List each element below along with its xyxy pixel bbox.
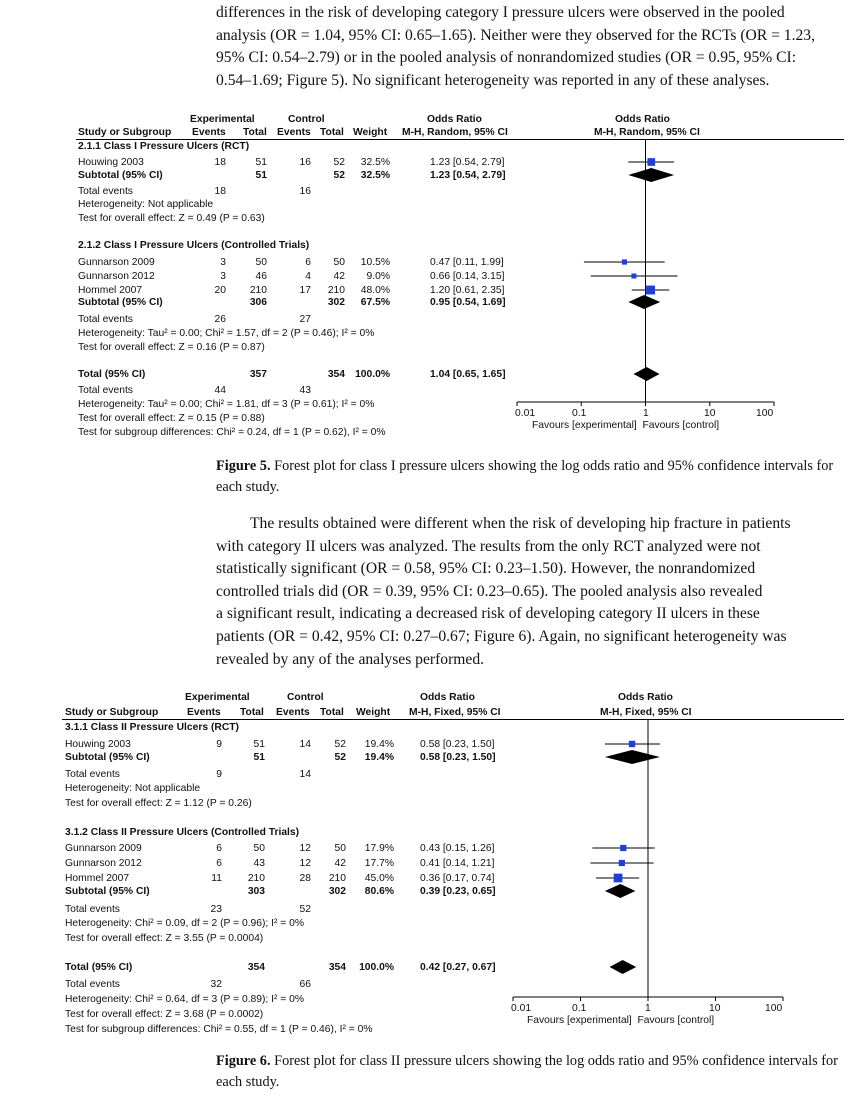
ctl-events: 17 [299, 285, 311, 296]
events-exp: 23 [210, 904, 222, 915]
ctl-total: 50 [333, 257, 345, 268]
axis-tick-label: 10 [704, 408, 716, 419]
study-name: Hommel 2007 [65, 873, 130, 884]
events-exp: 18 [214, 186, 226, 197]
results-line: revealed by any of the analyses performed. [216, 650, 485, 668]
study-marker [629, 741, 635, 747]
study-marker [620, 845, 626, 851]
ctl-total: 52 [334, 739, 346, 750]
odds-ratio: 0.47 [0.11, 1.99] [430, 257, 504, 268]
subtotal-weight: 67.5% [360, 297, 390, 308]
header-total: Total [240, 707, 264, 718]
weight: 10.5% [360, 257, 390, 268]
events-label: Total events [65, 769, 120, 780]
exp-total: 210 [247, 873, 265, 884]
axis-tick-label: 0.1 [572, 408, 587, 419]
caption-label: Figure 6. [216, 1053, 271, 1069]
caption-text: Forest plot for class II pressure ulcers showing the log odds ratio and 95% confidence intervals for each study. [216, 1053, 838, 1090]
axis-tick-label: 0.1 [572, 1003, 587, 1014]
subtotal-label: Subtotal (95% CI) [78, 170, 163, 181]
weight: 17.9% [364, 843, 394, 854]
axis-tick-label: 100 [765, 1003, 783, 1014]
subtotal-exp-total: 306 [249, 297, 267, 308]
subtotal-exp-total: 51 [253, 752, 265, 763]
events-ctl: 43 [299, 385, 311, 396]
study-marker [619, 860, 625, 866]
subgroup-differences-text: Test for subgroup differences: Chi² = 0.24, df = 1 (P = 0.62), I² = 0% [78, 427, 386, 438]
subtotal-label: Subtotal (95% CI) [78, 297, 163, 308]
ctl-events: 12 [299, 858, 311, 869]
axis-tick-label: 0.01 [511, 1003, 532, 1014]
ctl-events: 12 [299, 843, 311, 854]
subtotal-weight: 32.5% [360, 170, 390, 181]
weight: 19.4% [364, 739, 394, 750]
weight: 45.0% [364, 873, 394, 884]
header-method: M-H, Random, 95% CI [402, 127, 508, 138]
events-exp: 44 [214, 385, 226, 396]
header-method: M-H, Fixed, 95% CI [409, 707, 501, 718]
header-odds-ratio-plot: Odds Ratio [615, 114, 670, 125]
heterogeneity-text: Heterogeneity: Chi² = 0.64, df = 3 (P = 0.89); I² = 0% [65, 994, 305, 1005]
total-ctl-total: 354 [327, 369, 345, 380]
exp-events: 3 [220, 257, 226, 268]
subtotal-label: Subtotal (95% CI) [65, 752, 150, 763]
events-label: Total events [78, 186, 133, 197]
events-ctl: 27 [299, 314, 311, 325]
results-line: statistically significant (OR = 0.58, 95% CI: 0.23–1.50). However, the nonrandomized [216, 560, 756, 578]
total-label: Total (95% CI) [78, 369, 146, 380]
intro-line: differences in the risk of developing category I pressure ulcers were observed in the pooled [216, 4, 785, 21]
header-method-plot: M-H, Random, 95% CI [594, 127, 700, 138]
odds-ratio: 0.58 [0.23, 1.50] [420, 739, 495, 750]
study-name: Gunnarson 2012 [65, 858, 142, 869]
caption-text: Forest plot for class I pressure ulcers showing the log odds ratio and 95% confidence intervals for each study. [216, 458, 834, 495]
ctl-total: 42 [333, 271, 345, 282]
intro-line: analysis (OR = 1.04, 95% CI: 0.65–1.65). Neither were they observed for the RCTs (OR = 1.23, [216, 26, 815, 44]
ctl-total: 52 [333, 157, 345, 168]
ctl-events: 6 [305, 257, 311, 268]
favours-label: Favours [experimental] Favours [control] [532, 420, 720, 431]
axis-tick-label: 10 [709, 1003, 721, 1014]
overall-effect-text: Test for overall effect: Z = 1.12 (P = 0.26) [65, 798, 252, 809]
total-weight: 100.0% [359, 962, 394, 973]
subtotal-weight: 19.4% [364, 752, 394, 763]
exp-total: 50 [255, 257, 267, 268]
axis-tick-label: 1 [643, 408, 649, 419]
subgroup-title: 2.1.1 Class I Pressure Ulcers (RCT) [78, 141, 250, 152]
header-odds-ratio: Odds Ratio [427, 114, 482, 125]
odds-ratio: 1.23 [0.54, 2.79] [430, 157, 505, 168]
header-study: Study or Subgroup [78, 127, 172, 138]
pooled-diamond [610, 960, 637, 974]
header-control: Control [288, 114, 325, 125]
overall-effect-text: Test for overall effect: Z = 0.15 (P = 0.88) [78, 413, 265, 424]
subgroup-title: 2.1.2 Class I Pressure Ulcers (Controlled Trials) [78, 240, 310, 251]
overall-effect-text: Test for overall effect: Z = 0.16 (P = 0.87) [78, 342, 265, 353]
header-events-control: Events [277, 127, 311, 138]
heterogeneity-text: Heterogeneity: Chi² = 0.09, df = 2 (P = 0.96); I² = 0% [65, 918, 305, 929]
events-ctl: 66 [299, 979, 311, 990]
header-events: Events [192, 127, 226, 138]
header-odds-ratio: Odds Ratio [420, 692, 475, 703]
results-line: patients (OR = 0.42, 95% CI: 0.27–0.67; Figure 6). Again, no significant heterogeneity was [216, 627, 787, 645]
exp-events: 9 [216, 739, 222, 750]
overall-effect-text: Test for overall effect: Z = 0.49 (P = 0.63) [78, 213, 265, 224]
subtotal-exp-total: 303 [247, 886, 265, 897]
header-method-plot: M-H, Fixed, 95% CI [600, 707, 692, 718]
heterogeneity-text: Heterogeneity: Not applicable [65, 783, 201, 794]
odds-ratio: 1.20 [0.61, 2.35] [430, 285, 505, 296]
results-line: a significant result, indicating a decreased risk of developing category II ulcers in these [216, 605, 760, 623]
header-weight: Weight [353, 127, 388, 138]
exp-events: 20 [214, 285, 226, 296]
subtotal-label: Subtotal (95% CI) [65, 886, 150, 897]
events-exp: 32 [210, 979, 222, 990]
header-events: Events [187, 707, 221, 718]
total-exp-total: 357 [249, 369, 267, 380]
odds-ratio: 0.66 [0.14, 3.15] [430, 271, 505, 282]
header-weight: Weight [356, 707, 391, 718]
odds-ratio: 0.36 [0.17, 0.74] [420, 873, 495, 884]
subtotal-ctl-total: 52 [334, 752, 346, 763]
heterogeneity-text: Heterogeneity: Tau² = 0.00; Chi² = 1.81, df = 3 (P = 0.61); I² = 0% [78, 399, 375, 410]
exp-total: 210 [249, 285, 267, 296]
subtotal-ctl-total: 302 [327, 297, 345, 308]
study-name: Houwing 2003 [65, 739, 131, 750]
ctl-events: 28 [299, 873, 311, 884]
total-or: 1.04 [0.65, 1.65] [430, 369, 506, 380]
total-label: Total (95% CI) [65, 962, 133, 973]
subtotal-ctl-total: 52 [333, 170, 345, 181]
heterogeneity-text: Heterogeneity: Not applicable [78, 199, 214, 210]
exp-events: 3 [220, 271, 226, 282]
weight: 17.7% [364, 858, 394, 869]
events-exp: 26 [214, 314, 226, 325]
pooled-diamond [605, 750, 660, 764]
subtotal-or: 1.23 [0.54, 2.79] [430, 170, 506, 181]
results-line: The results obtained were different when the risk of developing hip fracture in patients [250, 515, 791, 532]
subtotal-or: 0.95 [0.54, 1.69] [430, 297, 506, 308]
subtotal-exp-total: 51 [255, 170, 267, 181]
exp-total: 51 [255, 157, 267, 168]
total-weight: 100.0% [355, 369, 390, 380]
heterogeneity-text: Heterogeneity: Tau² = 0.00; Chi² = 1.57, df = 2 (P = 0.46); I² = 0% [78, 328, 375, 339]
ctl-total: 42 [334, 858, 346, 869]
header-total: Total [243, 127, 267, 138]
header-control: Control [287, 692, 324, 703]
axis-tick-label: 1 [645, 1003, 651, 1014]
header-experimental: Experimental [185, 692, 250, 703]
ctl-total: 210 [328, 873, 346, 884]
subgroup-title: 3.1.1 Class II Pressure Ulcers (RCT) [65, 722, 239, 733]
subgroup-title: 3.1.2 Class II Pressure Ulcers (Controlled Trials) [65, 827, 300, 838]
exp-total: 51 [253, 739, 265, 750]
events-ctl: 14 [299, 769, 311, 780]
weight: 32.5% [360, 157, 390, 168]
study-marker [614, 874, 623, 883]
exp-events: 6 [216, 843, 222, 854]
figure-6-caption [216, 1051, 846, 1093]
caption-label: Figure 5. [216, 458, 271, 474]
axis-tick-label: 100 [756, 408, 774, 419]
total-ctl-total: 354 [328, 962, 346, 973]
subgroup-differences-text: Test for subgroup differences: Chi² = 0.55, df = 1 (P = 0.46), I² = 0% [65, 1024, 373, 1035]
overall-effect-text: Test for overall effect: Z = 3.68 (P = 0.0002) [65, 1009, 264, 1020]
header-experimental: Experimental [190, 114, 255, 125]
subtotal-or: 0.58 [0.23, 1.50] [420, 752, 496, 763]
odds-ratio: 0.43 [0.15, 1.26] [420, 843, 495, 854]
favours-label: Favours [experimental] Favours [control] [527, 1015, 715, 1026]
axis-tick-label: 0.01 [515, 408, 536, 419]
header-odds-ratio-plot: Odds Ratio [618, 692, 673, 703]
odds-ratio: 0.41 [0.14, 1.21] [420, 858, 495, 869]
total-exp-total: 354 [247, 962, 265, 973]
header-study: Study or Subgroup [65, 707, 159, 718]
events-label: Total events [78, 314, 133, 325]
intro-line: 95% CI: 0.54–2.79) or in the pooled analysis of nonrandomized studies (OR = 0.95, 95% CI: [216, 49, 797, 67]
ctl-events: 4 [305, 271, 311, 282]
ctl-total: 210 [327, 285, 345, 296]
exp-total: 43 [253, 858, 265, 869]
exp-events: 18 [214, 157, 226, 168]
study-name: Gunnarson 2009 [65, 843, 142, 854]
exp-events: 6 [216, 858, 222, 869]
events-ctl: 52 [299, 904, 311, 915]
subtotal-or: 0.39 [0.23, 0.65] [420, 886, 496, 897]
ctl-total: 50 [334, 843, 346, 854]
results-line: with category II ulcers was analyzed. The results from the only RCT analyzed were not [216, 537, 761, 555]
study-name: Hommel 2007 [78, 285, 143, 296]
events-ctl: 16 [299, 186, 311, 197]
header-total-control: Total [320, 127, 344, 138]
results-line: controlled trials did (OR = 0.39, 95% CI: 0.23–0.65). The pooled analysis also revealed [216, 582, 763, 600]
events-label: Total events [78, 385, 133, 396]
subtotal-weight: 80.6% [364, 886, 394, 897]
ctl-events: 16 [299, 157, 311, 168]
study-name: Gunnarson 2009 [78, 257, 155, 268]
events-exp: 9 [216, 769, 222, 780]
exp-total: 50 [253, 843, 265, 854]
events-label: Total events [65, 979, 120, 990]
study-name: Gunnarson 2012 [78, 271, 155, 282]
weight: 48.0% [360, 285, 390, 296]
pooled-diamond [605, 884, 635, 898]
overall-effect-text: Test for overall effect: Z = 3.55 (P = 0.0004) [65, 933, 264, 944]
exp-events: 11 [211, 873, 222, 884]
header-events-control: Events [276, 707, 310, 718]
study-name: Houwing 2003 [78, 157, 144, 168]
weight: 9.0% [366, 271, 390, 282]
exp-total: 46 [255, 271, 267, 282]
intro-line: 0.54–1.69; Figure 5). No significant heterogeneity was reported in any of these analyses. [216, 71, 770, 89]
events-label: Total events [65, 904, 120, 915]
subtotal-ctl-total: 302 [328, 886, 346, 897]
header-total-control: Total [320, 707, 344, 718]
ctl-events: 14 [299, 739, 311, 750]
total-or: 0.42 [0.27, 0.67] [420, 962, 496, 973]
